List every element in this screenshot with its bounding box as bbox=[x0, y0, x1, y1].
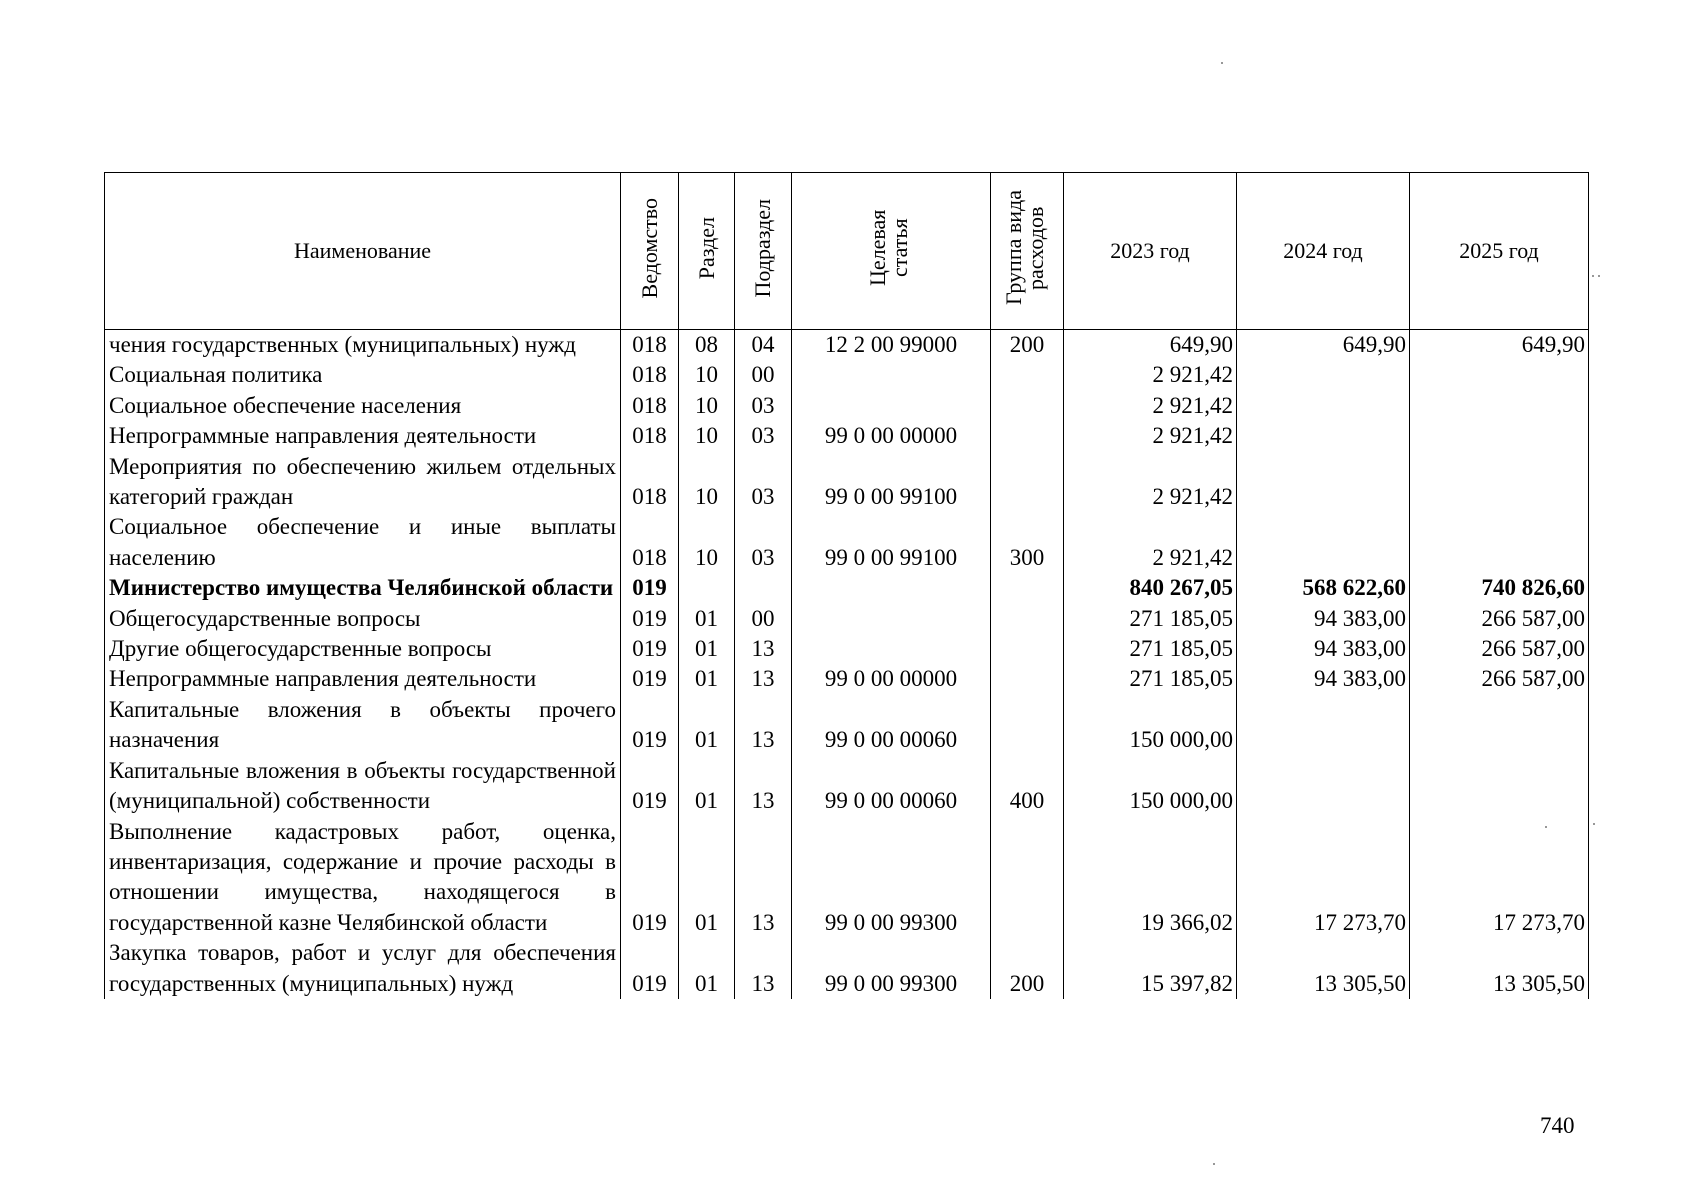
table-row bbox=[105, 756, 1589, 817]
cell-podrazdel: 03 bbox=[735, 391, 792, 421]
cell-razdel: 10 bbox=[679, 391, 735, 421]
cell-2025 bbox=[1410, 391, 1589, 421]
cell-podrazdel: 00 bbox=[735, 604, 792, 634]
cell-gruppa: 200 bbox=[991, 330, 1064, 361]
cell-podrazdel: 03 bbox=[735, 452, 792, 513]
header-celevaya: Целевая статья bbox=[792, 173, 991, 330]
cell-celevaya: 99 0 00 99300 bbox=[792, 817, 991, 939]
cell-podrazdel: 13 bbox=[735, 695, 792, 756]
cell-name: Другие общегосударственные вопросы bbox=[105, 634, 621, 664]
cell-2024: 94 383,00 bbox=[1237, 604, 1410, 634]
cell-razdel: 01 bbox=[679, 634, 735, 664]
cell-2025: 649,90 bbox=[1410, 330, 1589, 361]
cell-2024: 649,90 bbox=[1237, 330, 1410, 361]
cell-razdel: 01 bbox=[679, 604, 735, 634]
header-name: Наименование bbox=[105, 173, 621, 330]
budget-table bbox=[104, 172, 1589, 999]
cell-2024 bbox=[1237, 421, 1410, 451]
table-row bbox=[105, 938, 1589, 999]
cell-ved: 019 bbox=[621, 664, 679, 694]
cell-ved: 019 bbox=[621, 695, 679, 756]
cell-podrazdel: 13 bbox=[735, 817, 792, 939]
cell-name: чения государственных (муниципальных) нужд bbox=[105, 330, 621, 361]
cell-podrazdel: 13 bbox=[735, 634, 792, 664]
cell-2024 bbox=[1237, 512, 1410, 573]
cell-gruppa bbox=[991, 452, 1064, 513]
cell-gruppa: 200 bbox=[991, 938, 1064, 999]
cell-ved: 019 bbox=[621, 634, 679, 664]
cell-gruppa: 300 bbox=[991, 512, 1064, 573]
table-row bbox=[105, 664, 1589, 694]
cell-2025 bbox=[1410, 452, 1589, 513]
table-row bbox=[105, 360, 1589, 390]
cell-2023: 2 921,42 bbox=[1064, 360, 1237, 390]
cell-razdel: 01 bbox=[679, 756, 735, 817]
header-2024: 2024 год bbox=[1237, 173, 1410, 330]
table-header-row bbox=[105, 173, 1589, 330]
cell-razdel: 01 bbox=[679, 817, 735, 939]
cell-2025: 13 305,50 bbox=[1410, 938, 1589, 999]
cell-celevaya: 99 0 00 99100 bbox=[792, 512, 991, 573]
header-2025: 2025 год bbox=[1410, 173, 1589, 330]
cell-2024: 94 383,00 bbox=[1237, 664, 1410, 694]
cell-2023: 150 000,00 bbox=[1064, 695, 1237, 756]
cell-2024 bbox=[1237, 452, 1410, 513]
cell-2025 bbox=[1410, 421, 1589, 451]
cell-celevaya: 99 0 00 00000 bbox=[792, 421, 991, 451]
cell-name: Общегосударственные вопросы bbox=[105, 604, 621, 634]
cell-razdel: 10 bbox=[679, 512, 735, 573]
cell-podrazdel bbox=[735, 573, 792, 603]
cell-2024 bbox=[1237, 695, 1410, 756]
cell-ved: 019 bbox=[621, 604, 679, 634]
cell-2023: 150 000,00 bbox=[1064, 756, 1237, 817]
cell-ved: 018 bbox=[621, 421, 679, 451]
cell-2024: 94 383,00 bbox=[1237, 634, 1410, 664]
table-body bbox=[105, 330, 1589, 999]
cell-name: Закупка товаров, работ и услуг для обеспечения государственных (муниципальных) нужд bbox=[105, 938, 621, 999]
cell-2023: 19 366,02 bbox=[1064, 817, 1237, 939]
cell-podrazdel: 03 bbox=[735, 512, 792, 573]
cell-podrazdel: 13 bbox=[735, 938, 792, 999]
cell-2025: 266 587,00 bbox=[1410, 604, 1589, 634]
cell-ved: 019 bbox=[621, 817, 679, 939]
cell-2025: 266 587,00 bbox=[1410, 664, 1589, 694]
header-podrazdel: Подраздел bbox=[735, 173, 792, 330]
cell-podrazdel: 00 bbox=[735, 360, 792, 390]
cell-celevaya bbox=[792, 573, 991, 603]
cell-celevaya: 99 0 00 00060 bbox=[792, 756, 991, 817]
cell-podrazdel: 04 bbox=[735, 330, 792, 361]
table-row bbox=[105, 512, 1589, 573]
cell-razdel: 08 bbox=[679, 330, 735, 361]
cell-gruppa bbox=[991, 664, 1064, 694]
cell-name: Социальное обеспечение населения bbox=[105, 391, 621, 421]
cell-2023: 2 921,42 bbox=[1064, 452, 1237, 513]
cell-2023: 649,90 bbox=[1064, 330, 1237, 361]
cell-razdel: 01 bbox=[679, 664, 735, 694]
page-number: 740 bbox=[1540, 1113, 1575, 1138]
cell-2023: 271 185,05 bbox=[1064, 604, 1237, 634]
cell-2023: 2 921,42 bbox=[1064, 421, 1237, 451]
cell-ved: 019 bbox=[621, 573, 679, 603]
cell-celevaya: 99 0 00 00060 bbox=[792, 695, 991, 756]
table-row bbox=[105, 391, 1589, 421]
cell-name: Социальная политика bbox=[105, 360, 621, 390]
cell-2024 bbox=[1237, 756, 1410, 817]
cell-razdel: 10 bbox=[679, 452, 735, 513]
cell-ved: 019 bbox=[621, 756, 679, 817]
cell-razdel bbox=[679, 573, 735, 603]
cell-2023: 271 185,05 bbox=[1064, 634, 1237, 664]
cell-2024: 17 273,70 bbox=[1237, 817, 1410, 939]
cell-ved: 018 bbox=[621, 512, 679, 573]
cell-2023: 2 921,42 bbox=[1064, 391, 1237, 421]
cell-name: Капитальные вложения в объекты государственной (муниципальной) собственности bbox=[105, 756, 621, 817]
cell-gruppa bbox=[991, 695, 1064, 756]
cell-gruppa: 400 bbox=[991, 756, 1064, 817]
cell-celevaya: 99 0 00 00000 bbox=[792, 664, 991, 694]
cell-name: Мероприятия по обеспечению жильем отдельных категорий граждан bbox=[105, 452, 621, 513]
table-row bbox=[105, 634, 1589, 664]
cell-name: Министерство имущества Челябинской области bbox=[105, 573, 621, 603]
cell-name: Непрограммные направления деятельности bbox=[105, 664, 621, 694]
cell-celevaya bbox=[792, 360, 991, 390]
table-row bbox=[105, 421, 1589, 451]
cell-razdel: 01 bbox=[679, 695, 735, 756]
cell-2025 bbox=[1410, 360, 1589, 390]
cell-2024 bbox=[1237, 360, 1410, 390]
cell-2023: 2 921,42 bbox=[1064, 512, 1237, 573]
cell-name: Непрограммные направления деятельности bbox=[105, 421, 621, 451]
cell-2024: 568 622,60 bbox=[1237, 573, 1410, 603]
header-ved: Ведомство bbox=[621, 173, 679, 330]
cell-celevaya bbox=[792, 634, 991, 664]
header-gruppa: Группа вида расходов bbox=[991, 173, 1064, 330]
table-row bbox=[105, 330, 1589, 361]
cell-2025 bbox=[1410, 512, 1589, 573]
cell-podrazdel: 13 bbox=[735, 756, 792, 817]
header-2023: 2023 год bbox=[1064, 173, 1237, 330]
cell-gruppa bbox=[991, 391, 1064, 421]
cell-2023: 271 185,05 bbox=[1064, 664, 1237, 694]
cell-2024 bbox=[1237, 391, 1410, 421]
cell-2025: 17 273,70 bbox=[1410, 817, 1589, 939]
cell-ved: 018 bbox=[621, 330, 679, 361]
cell-celevaya bbox=[792, 391, 991, 421]
cell-celevaya: 12 2 00 99000 bbox=[792, 330, 991, 361]
cell-2025: 266 587,00 bbox=[1410, 634, 1589, 664]
budget-table-page bbox=[104, 172, 1588, 999]
cell-gruppa bbox=[991, 573, 1064, 603]
cell-name: Социальное обеспечение и иные выплаты населению bbox=[105, 512, 621, 573]
cell-razdel: 10 bbox=[679, 360, 735, 390]
cell-celevaya bbox=[792, 604, 991, 634]
cell-podrazdel: 03 bbox=[735, 421, 792, 451]
cell-gruppa bbox=[991, 817, 1064, 939]
cell-celevaya: 99 0 00 99100 bbox=[792, 452, 991, 513]
cell-name: Капитальные вложения в объекты прочего назначения bbox=[105, 695, 621, 756]
cell-razdel: 10 bbox=[679, 421, 735, 451]
table-row bbox=[105, 695, 1589, 756]
cell-gruppa bbox=[991, 604, 1064, 634]
cell-gruppa bbox=[991, 360, 1064, 390]
cell-celevaya: 99 0 00 99300 bbox=[792, 938, 991, 999]
table-row bbox=[105, 452, 1589, 513]
cell-2023: 840 267,05 bbox=[1064, 573, 1237, 603]
cell-ved: 018 bbox=[621, 452, 679, 513]
cell-ved: 019 bbox=[621, 938, 679, 999]
table-row bbox=[105, 573, 1589, 603]
cell-name: Выполнение кадастровых работ, оценка, инвентаризация, содержание и прочие расходы в отношении имущества, находящегося в государственной казне Челябинской области bbox=[105, 817, 621, 939]
cell-2023: 15 397,82 bbox=[1064, 938, 1237, 999]
header-razdel: Раздел bbox=[679, 173, 735, 330]
cell-2025 bbox=[1410, 695, 1589, 756]
cell-ved: 018 bbox=[621, 360, 679, 390]
table-row bbox=[105, 817, 1589, 939]
cell-2025: 740 826,60 bbox=[1410, 573, 1589, 603]
cell-podrazdel: 13 bbox=[735, 664, 792, 694]
cell-ved: 018 bbox=[621, 391, 679, 421]
cell-razdel: 01 bbox=[679, 938, 735, 999]
table-row bbox=[105, 604, 1589, 634]
cell-2025 bbox=[1410, 756, 1589, 817]
cell-gruppa bbox=[991, 421, 1064, 451]
cell-2024: 13 305,50 bbox=[1237, 938, 1410, 999]
cell-gruppa bbox=[991, 634, 1064, 664]
